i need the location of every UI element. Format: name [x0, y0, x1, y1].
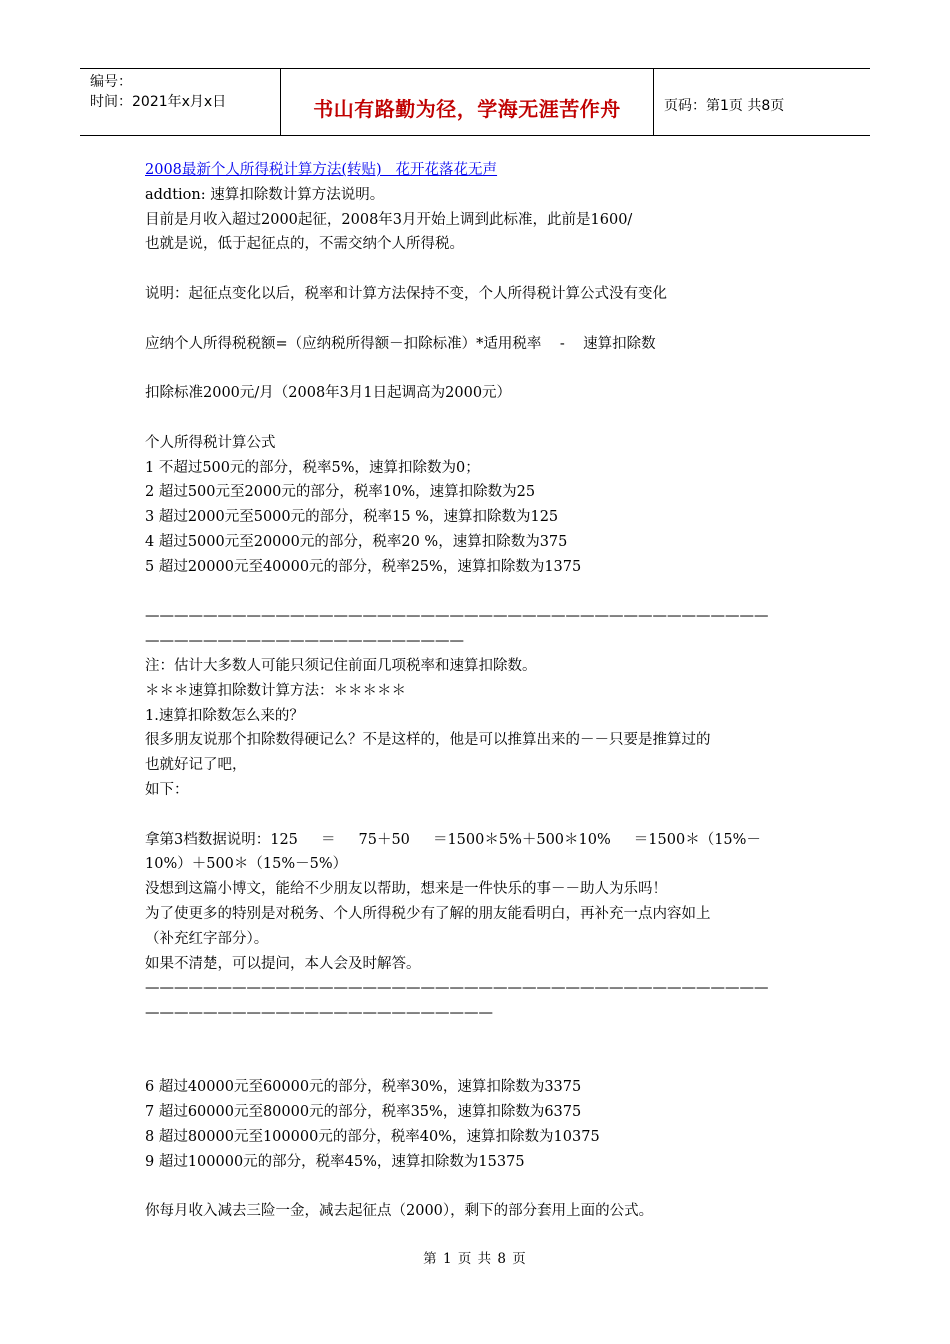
text-line: 2 超过500元至2000元的部分，税率10%，速算扣除数为25: [145, 484, 536, 501]
text-line: 4 超过5000元至20000元的部分，税率20 %，速算扣除数为375: [145, 533, 568, 550]
article-lines: [145, 183, 810, 1224]
text-line: ＊＊＊速算扣除数计算方法：＊＊＊＊＊: [145, 682, 406, 699]
text-line: 说明：起征点变化以后，税率和计算方法保持不变，个人所得税计算公式没有变化: [145, 285, 667, 302]
text-line: 如果不清楚，可以提问，本人会及时解答。: [145, 955, 421, 972]
text-line: 扣除标准2000元/月（2008年3月1日起调高为2000元）: [145, 385, 512, 402]
text-line: 1.速算扣除数怎么来的？: [145, 707, 304, 724]
text-line: 5 超过20000元至40000元的部分，税率25%，速算扣除数为1375: [145, 558, 582, 575]
blank-line: [145, 1051, 810, 1076]
blank-line: [145, 356, 810, 381]
text-line: 你每月收入减去三险一金，减去起征点（2000），剩下的部分套用上面的公式。: [145, 1203, 654, 1220]
blank-line: [145, 257, 810, 282]
blank-line: [145, 307, 810, 332]
blank-line: [145, 1175, 810, 1200]
document-header: [80, 68, 870, 136]
date-label: 时间：2021年x月x日: [90, 94, 227, 110]
number-label: 编号：: [90, 74, 132, 90]
text-line: 注：估计大多数人可能只须记住前面几项税率和速算扣除数。: [145, 657, 537, 674]
text-line: ——————————————————————: [145, 633, 464, 650]
header-motto-cell: [281, 69, 654, 135]
header-meta-cell: [80, 69, 281, 135]
text-line: ————————————————————————: [145, 1005, 493, 1022]
article-body: [145, 158, 810, 1224]
text-line: 应纳个人所得税税额=（应纳税所得额－扣除标准）*适用税率 - 速算扣除数: [145, 335, 656, 352]
text-line: 也就是说，低于起征点的，不需交纳个人所得税。: [145, 236, 464, 253]
text-line: addtion: 速算扣除数计算方法说明。: [145, 186, 385, 203]
text-line: 个人所得税计算公式: [145, 434, 276, 451]
text-line: 为了使更多的特别是对税务、个人所得税少有了解的朋友能看明白，再补充一点内容如上: [145, 905, 711, 922]
text-line: 3 超过2000元至5000元的部分，税率15 %，速算扣除数为125: [145, 509, 559, 526]
page-footer: 第 1 页 共 8 页: [423, 1251, 527, 1267]
text-line: （补充红字部分）。: [145, 930, 269, 947]
text-line: 6 超过40000元至60000元的部分，税率30%，速算扣除数为3375: [145, 1079, 582, 1096]
page-info: 页码：第1页 共8页: [664, 98, 785, 114]
blank-line: [145, 406, 810, 431]
blank-line: [145, 803, 810, 828]
text-line: ———————————————————————————————————————————: [145, 608, 769, 625]
text-line: 很多朋友说那个扣除数得硬记么？不是这样的，他是可以推算出来的－－只要是推算过的: [145, 732, 711, 749]
text-line: 如下：: [145, 781, 189, 798]
text-line: 没想到这篇小博文，能给不少朋友以帮助，想来是一件快乐的事－－助人为乐吗！: [145, 881, 667, 898]
blank-line: [145, 1026, 810, 1051]
text-line: 拿第3档数据说明：125 ＝ 75＋50 ＝1500＊5%＋500＊10% ＝1500＊（15%－: [145, 831, 761, 848]
text-line: 也就好记了吧，: [145, 757, 247, 774]
text-line: ———————————————————————————————————————————: [145, 980, 769, 997]
blank-line: [145, 580, 810, 605]
text-line: 8 超过80000元至100000元的部分，税率40%，速算扣除数为10375: [145, 1129, 600, 1146]
header-page-cell: [654, 69, 870, 135]
article-title-link[interactable]: 2008最新个人所得税计算方法(转贴) 花开花落花无声: [145, 162, 498, 178]
text-line: 9 超过100000元的部分，税率45%，速算扣除数为15375: [145, 1153, 525, 1170]
text-line: 10%）＋500＊（15%－5%）: [145, 856, 348, 873]
motto-text: 书山有路勤为径，学海无涯苦作舟: [313, 97, 621, 121]
text-line: 1 不超过500元的部分，税率5%，速算扣除数为0；: [145, 459, 480, 476]
text-line: 目前是月收入超过2000起征，2008年3月开始上调到此标准，此前是1600/: [145, 211, 633, 228]
text-line: 7 超过60000元至80000元的部分，税率35%，速算扣除数为6375: [145, 1104, 582, 1121]
